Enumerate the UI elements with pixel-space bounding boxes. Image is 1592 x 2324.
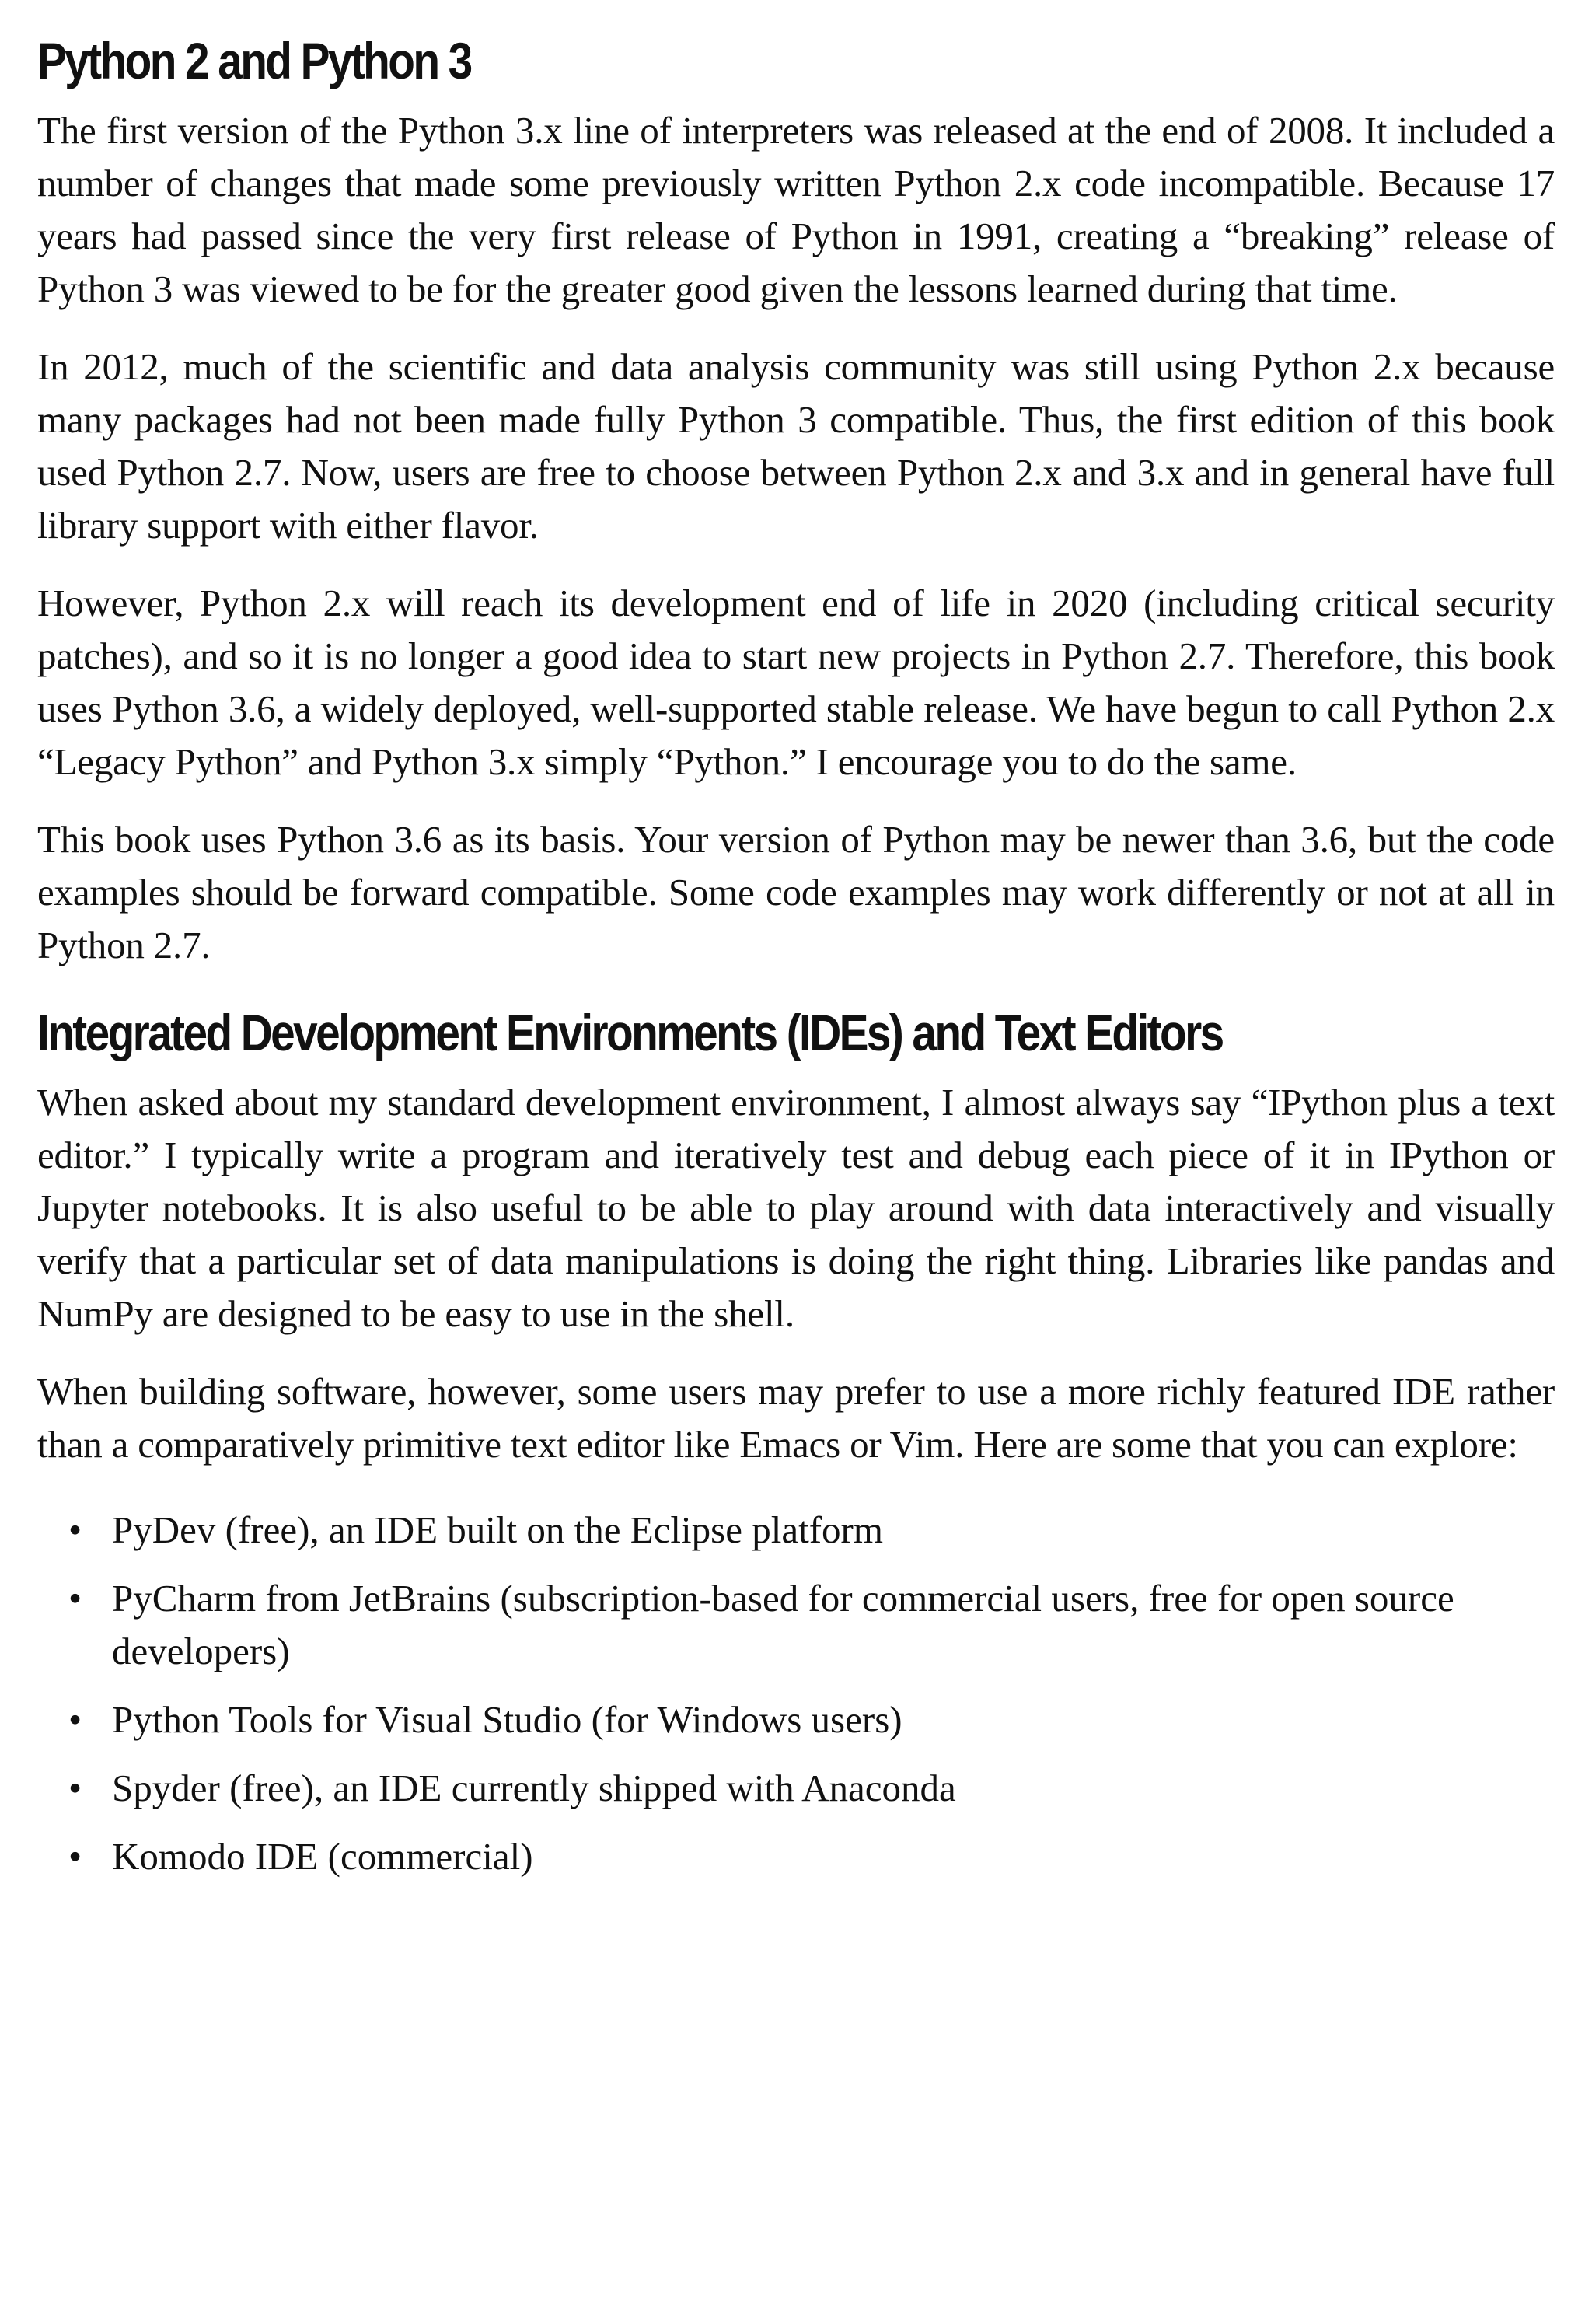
paragraph: However, Python 2.x will reach its development end of life in 2020 (including critical security patches), and so it is no longer a good idea to start new projects in Python 2.7. Therefore, this book uses Python 3.6, a widely deployed, well-supported stable release. We have begun to call Python 2.x “Legacy Python” and Python 3.x simply “Python.” I encourage you to do the same. [37,582,1555,783]
ide-list [37,1504,1555,1883]
paragraph: The first version of the Python 3.x line of interpreters was released at the end of 2008. It included a number of changes that made some previously written Python 2.x code incompatible. Because 17 years had passed since the very first release of Python in 1991, creating a “breaking” release of Python 3 was viewed to be for the greater good given the lessons learned during that time. [37,109,1555,310]
paragraph: When building software, however, some users may prefer to use a more richly featured IDE rather than a comparatively primitive text editor like Emacs or Vim. Here are some that you can explore: [37,1370,1555,1466]
bullet-icon: • [68,1508,82,1551]
list-item [37,1504,1555,1557]
bullet-icon: • [68,1835,82,1878]
list-item-text: Spyder (free), an IDE currently shipped with Anaconda [112,1767,956,1809]
section-ides [37,1000,1555,1883]
section-python-versions [37,28,1555,972]
list-item-text: PyDev (free), an IDE built on the Eclipse platform [112,1508,883,1551]
bullet-icon: • [68,1577,82,1620]
section-heading: Integrated Development Environments (IDEs) and Text Editors [37,1004,1223,1061]
bullet-icon: • [68,1767,82,1809]
list-item [37,1762,1555,1815]
list-item [37,1693,1555,1746]
paragraph: When asked about my standard development environment, I almost always say “IPython plus a text editor.” I typically write a program and iteratively test and debug each piece of it in IPython or Jupyter notebooks. It is also useful to be able to play around with data interactively and visually verify that a particular set of data manipulations is doing the right thing. Libraries like pandas and NumPy are designed to be easy to use in the shell. [37,1081,1555,1335]
paragraph: In 2012, much of the scientific and data analysis community was still using Python 2.x because many packages had not been made fully Python 3 compatible. Thus, the first edition of this book used Python 2.7. Now, users are free to choose between Python 2.x and 3.x and in general have full library support with either flavor. [37,345,1555,547]
list-item [37,1830,1555,1883]
bullet-icon: • [68,1698,82,1741]
list-item-text: Python Tools for Visual Studio (for Windows users) [112,1698,902,1741]
list-item-text: PyCharm from JetBrains (subscription-based for commercial users, free for open source developers) [112,1577,1454,1672]
list-item-text: Komodo IDE (commercial) [112,1835,533,1878]
document-page [37,0,1555,1899]
paragraph: This book uses Python 3.6 as its basis. Your version of Python may be newer than 3.6, but the code examples should be forward compatible. Some code examples may work differently or not at all in Python 2.7. [37,818,1555,966]
list-item [37,1572,1555,1678]
section-heading: Python 2 and Python 3 [37,32,471,89]
